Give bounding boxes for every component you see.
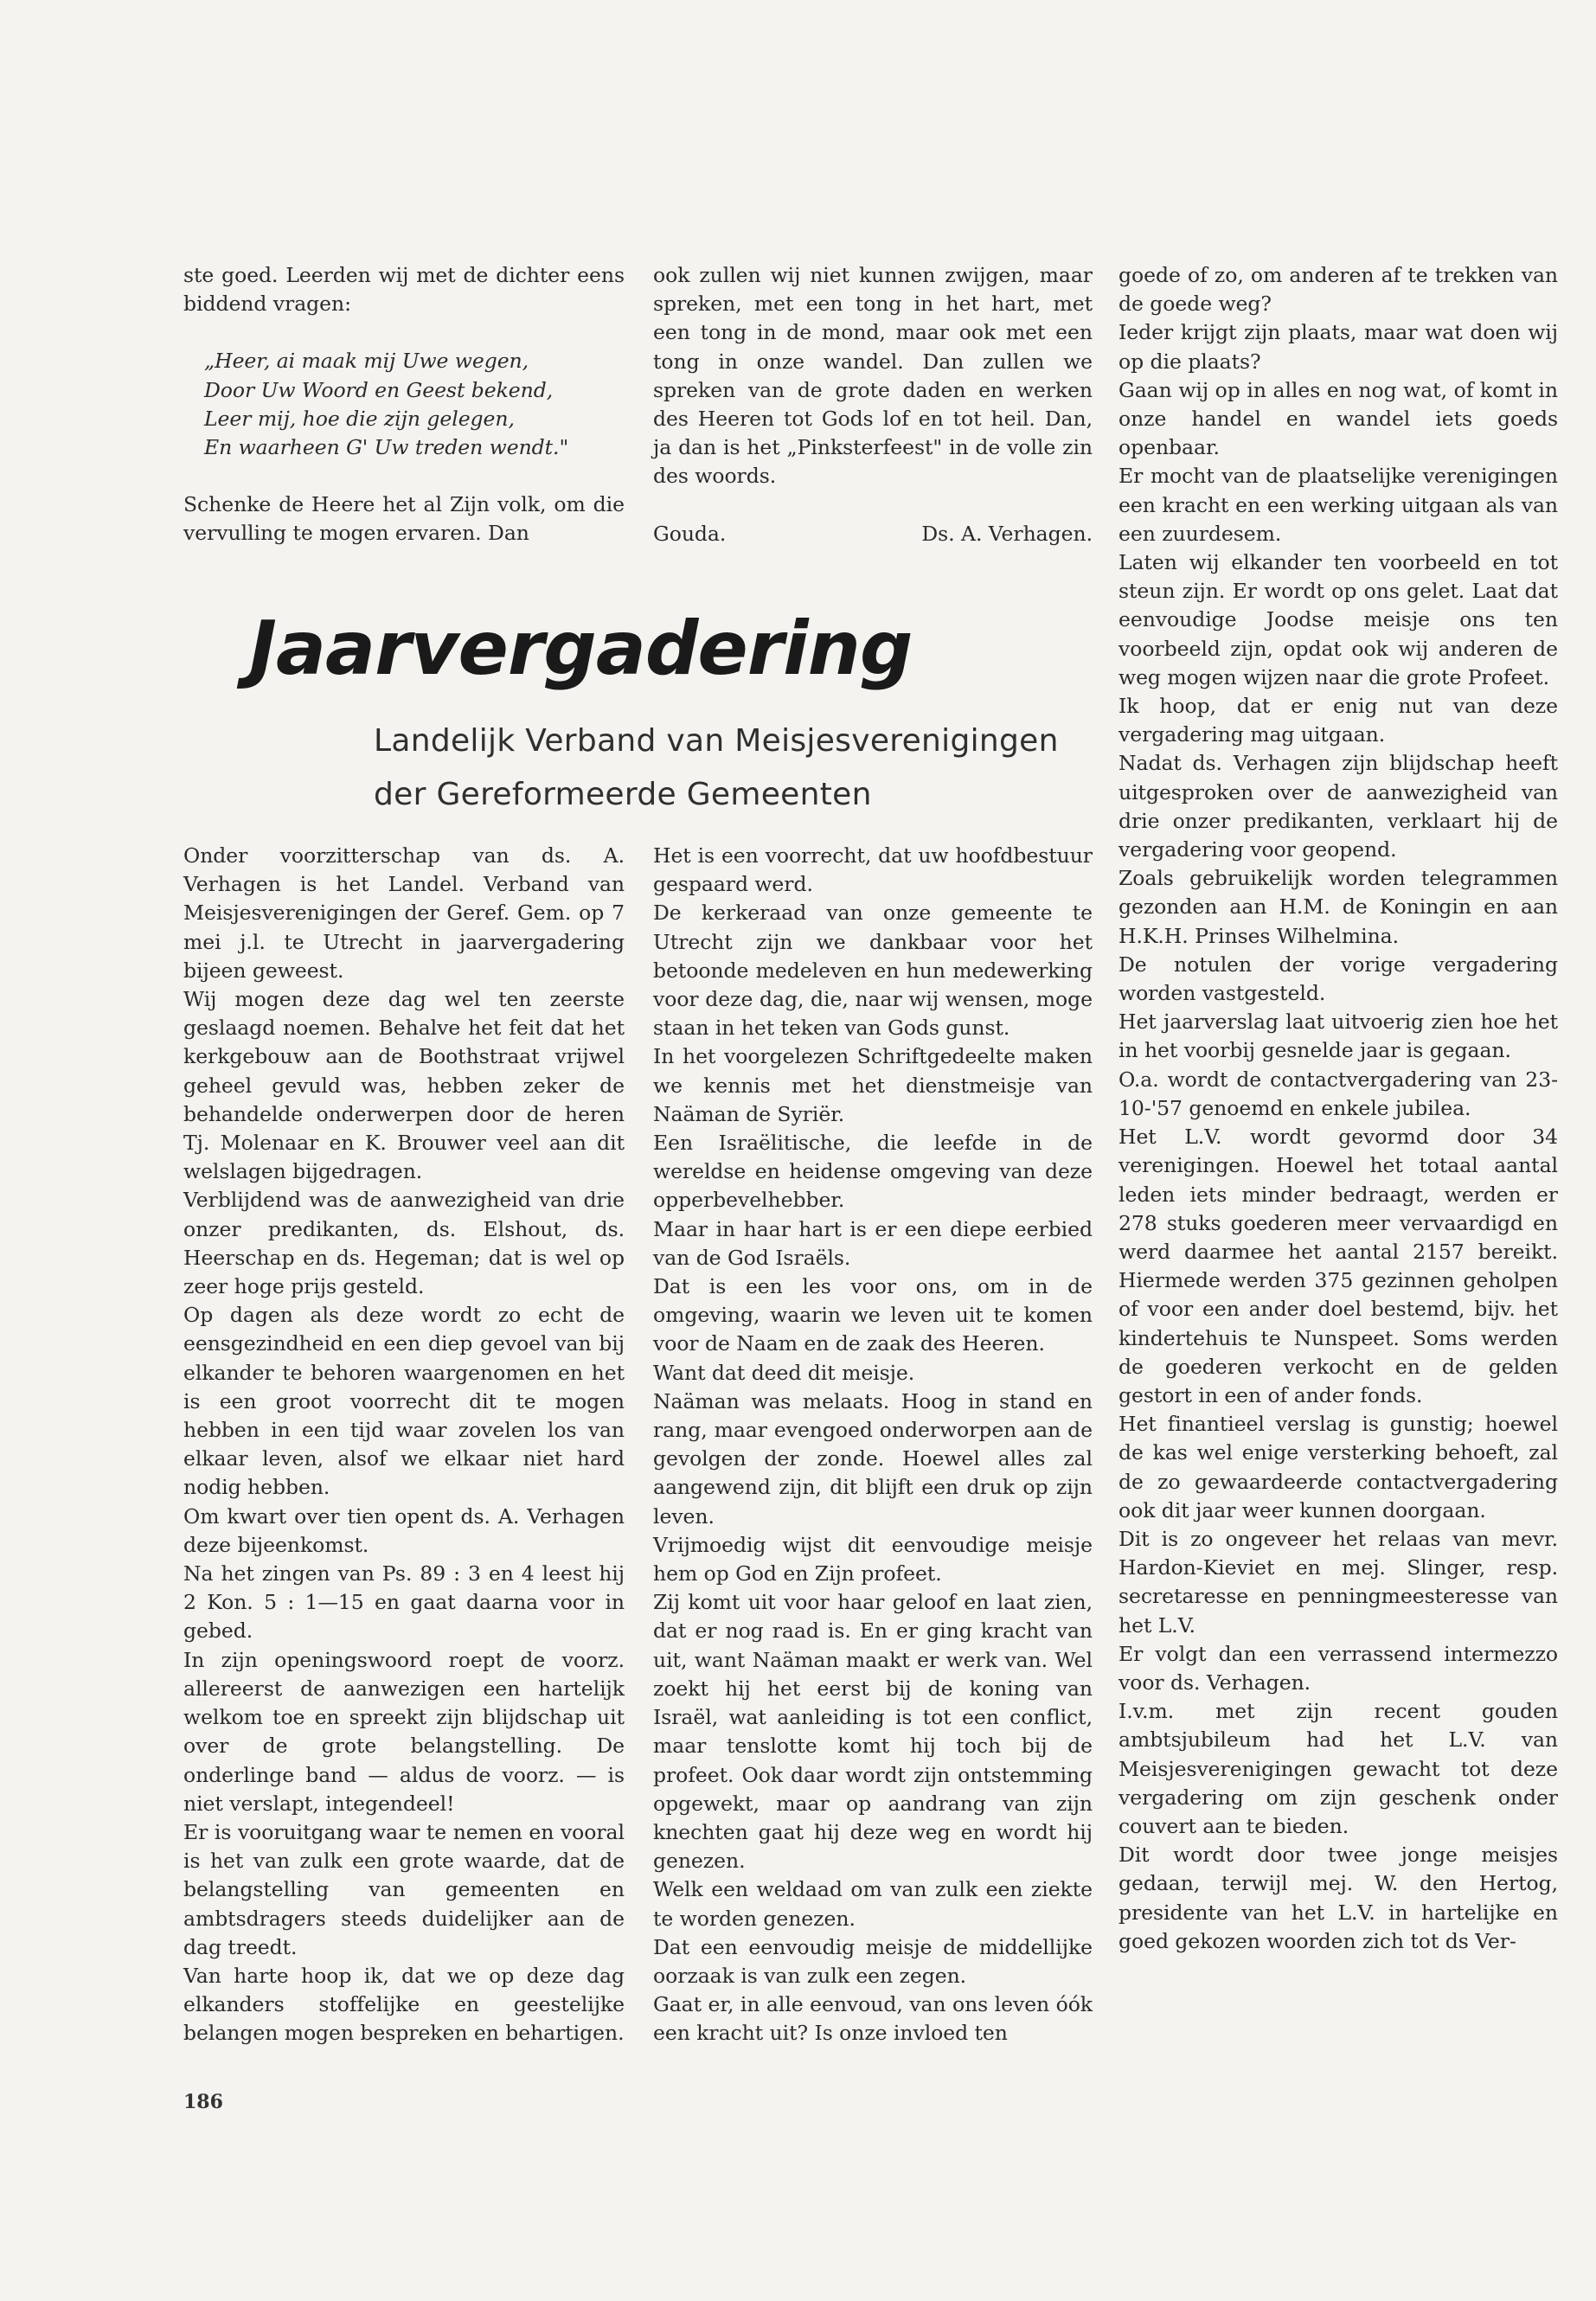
paragraph: Welk een weldaad om van zulk een ziekte te worden genezen. [653,1877,1093,1931]
article-column-1 [183,842,625,2048]
paragraph: Er mocht van de plaatselijke verenigingen een kracht en een werking uitgaan als van een zuurdesem. [1118,464,1558,546]
paragraph: O.a. wordt de contactvergadering van 23-10-'57 genoemd en enkele jubilea. [1118,1067,1558,1120]
paragraph: Ieder krijgt zijn plaats, maar wat doen wij op die plaats? [1118,320,1558,374]
article-subtitle-line-1: Landelijk Verband van Meisjesverenigingen [374,723,1059,759]
paragraph: Verblijdend was de aanwezigheid van drie onzer predikanten, ds. Elshout, ds. Heerschap en ds. Hegeman; dat is wel op zeer hoge prijs gesteld. [183,1188,625,1299]
paragraph: goede of zo, om anderen af te trekken van de goede weg? [1118,263,1558,317]
paragraph: Vrijmoedig wijst dit eenvoudige meisje hem op God en Zijn profeet. [653,1532,1093,1586]
article-title: Jaarvergadering [249,606,913,692]
paragraph: In zijn openingswoord roept de voorz. allereerst de aanwezigen een hartelijk welkom toe en spreekt zijn blijdschap uit over de grote belangstelling. De onderlinge band — aldus de voorz. — is niet verslapt, integendeel! [183,1647,625,1816]
paragraph: Op dagen als deze wordt zo echt de eensgezindheid en een diep gevoel van bij elkander te behoren waargenomen en het is een groot voorrecht dit te mogen hebben in een tijd waar zovelen los van elkaar leven, alsof we elkaar niet hard nodig hebben. [183,1303,625,1500]
paragraph: Want dat deed dit meisje. [653,1360,915,1385]
paragraph: Ik hoop, dat er enig nut van deze vergadering mag uitgaan. [1118,694,1558,747]
signature-author: Ds. A. Verhagen. [921,521,1093,546]
top-col1-intro: ste goed. Leerden wij met de dichter eens biddend vragen: [183,263,625,317]
top-column-1 [183,261,625,548]
paragraph: De notulen der vorige vergadering worden vastgesteld. [1118,952,1558,1006]
paragraph: Dit is zo ongeveer het relaas van mevr. Hardon-Kieviet en mej. Slinger, resp. secretaresse en penningmeesteresse van het L.V. [1118,1526,1558,1638]
paragraph: Het is een voorrecht, dat uw hoofdbestuur gespaard werd. [653,843,1093,897]
paragraph: Er is vooruitgang waar te nemen en vooral is het van zulk een grote waarde, dat de belangstelling van gemeenten en ambtsdragers steeds duidelijker aan de dag treedt. [183,1819,625,1959]
poem-line: „Heer, ai maak mij Uwe wegen, [204,349,529,374]
article-subtitle-line-2: der Gereformeerde Gemeenten [374,777,872,812]
paragraph: Onder voorzitterschap van ds. A. Verhagen is het Landel. Verband van Meisjesverenigingen der Geref. Gem. op 7 mei j.l. te Utrecht in jaarvergadering bijeen geweest. [183,843,625,983]
poem-line: En waarheen G' Uw treden wendt." [204,435,569,460]
paragraph: Zoals gebruikelijk worden telegrammen gezonden aan H.M. de Koningin en aan H.K.H. Prinses Wilhelmina. [1118,866,1558,948]
paragraph: Van harte hoop ik, dat we op deze dag elkanders stoffelijke en geestelijke belangen mogen bespreken en behartigen. [183,1963,625,2046]
paragraph: Het L.V. wordt gevormd door 34 verenigingen. Hoewel het totaal aantal leden iets minder bedraagt, werden er 278 stuks goederen meer vervaardigd en werd daarmee het aantal 2157 bereikt. Hiermede werden 375 gezinnen geholpen of voor een ander doel bestemd, bijv. het kindertehuis te Nunspeet. Soms werden de goederen verkocht en de gelden gestort in een of ander fonds. [1118,1125,1558,1407]
paragraph: In het voorgelezen Schriftgedeelte maken we kennis met het dienstmeisje van Naäman de Syriër. [653,1044,1093,1126]
paragraph: Wij mogen deze dag wel ten zeerste geslaagd noemen. Behalve het feit dat het kerkgebouw aan de Boothstraat vrijwel geheel gevuld was, hebben zeker de behandelde onderwerpen door de heren Tj. Molenaar en K. Brouwer veel aan dit welslagen bijgedragen. [183,987,625,1184]
paragraph: De kerkeraad van onze gemeente te Utrecht zijn we dankbaar voor het betoonde medeleven en hun medewerking voor deze dag, die, naar wij wensen, moge staan in het teken van Gods gunst. [653,901,1093,1041]
paragraph: Het jaarverslag laat uitvoerig zien hoe het in het voorbij gesnelde jaar is gegaan. [1118,1009,1558,1063]
signature-place: Gouda. [653,521,727,546]
top-col1-outro: Schenke de Heere het al Zijn volk, om die vervulling te mogen ervaren. Dan [183,492,625,546]
article-column-2 [653,842,1093,2048]
paragraph: Er volgt dan een verrassend intermezzo voor ds. Verhagen. [1118,1641,1558,1695]
paragraph: Laten wij elkander ten voorbeeld en tot steun zijn. Er wordt op ons gelet. Laat dat eenvoudige Joodse meisje ons ten voorbeeld zijn, opdat ook wij anderen de weg mogen wijzen naar die grote Profeet. [1118,550,1558,689]
paragraph: Een Israëlitische, die leefde in de wereldse en heidense omgeving van deze opperbevelhebber. [653,1131,1093,1213]
paragraph: I.v.m. met zijn recent gouden ambtsjubileum had het L.V. van Meisjesverenigingen gewacht tot deze vergadering om zijn geschenk onder couvert aan te bieden. [1118,1699,1558,1838]
paragraph: Zij komt uit voor haar geloof en laat zien, dat er nog raad is. En er ging kracht van uit, want Naäman maakt er werk van. Wel zoekt hij het eerst bij de koning van Israël, wat aanleiding is tot een conflict, maar tenslotte komt hij toch bij de profeet. Ook daar wordt zijn ontstemming opgewekt, maar op aandrang van zijn knechten gaat hij deze weg en wordt hij genezen. [653,1590,1093,1874]
page-number: 186 [183,2091,223,2113]
poem-line: Leer mij, hoe die zijn gelegen, [204,406,515,431]
paragraph: Dat is een les voor ons, om in de omgeving, waarin we leven uit te komen voor de Naam en de zaak des Heeren. [653,1274,1093,1356]
paragraph: Nadat ds. Verhagen zijn blijdschap heeft uitgesproken over de aanwezigheid van drie onzer predikanten, verklaart hij de vergadering voor geopend. [1118,751,1558,862]
top-column-2 [653,261,1093,548]
poem-stanza [204,347,625,462]
signature-line [653,520,1093,548]
top-col2-text: ook zullen wij niet kunnen zwijgen, maar spreken, met een tong in het hart, met een tong in de mond, maar ook met een tong in onze wandel. Dan zullen we spreken van de grote daden en werken des Heeren tot Gods lof en tot heil. Dan, ja dan is het „Pinksterfeest" in de volle zin des woords. [653,263,1093,489]
paragraph: Dat een eenvoudig meisje de middellijke oorzaak is van zulk een zegen. [653,1934,1093,1988]
paragraph: Maar in haar hart is er een diepe eerbied van de God Israëls. [653,1216,1093,1270]
paragraph: Naäman was melaats. Hoog in stand en rang, maar evengoed onderworpen aan de gevolgen der zonde. Hoewel alles zal aangewend zijn, dit blijft een druk op zijn leven. [653,1388,1093,1529]
paragraph: Gaat er, in alle eenvoud, van ons leven óók een kracht uit? Is onze invloed ten [653,1992,1093,2046]
paragraph: Na het zingen van Ps. 89 : 3 en 4 leest hij 2 Kon. 5 : 1—15 en gaat daarna voor in gebed. [183,1561,625,1644]
paragraph: Om kwart over tien opent ds. A. Verhagen deze bijeenkomst. [183,1503,625,1557]
article-column-3 [1118,261,1558,1956]
paragraph: Het finantieel verslag is gunstig; hoewel de kas wel enige versterking behoeft, zal de zo gewaardeerde contactvergadering ook dit jaar weer kunnen doorgaan. [1118,1412,1558,1522]
paragraph: Gaan wij op in alles en nog wat, of komt in onze handel en wandel iets goeds openbaar. [1118,377,1558,460]
paragraph: Dit wordt door twee jonge meisjes gedaan, terwijl mej. W. den Hertog, presidente van het L.V. in hartelijke en goed gekozen woorden zich tot ds Ver- [1118,1843,1558,1953]
poem-line: Door Uw Woord en Geest bekend, [204,377,554,402]
